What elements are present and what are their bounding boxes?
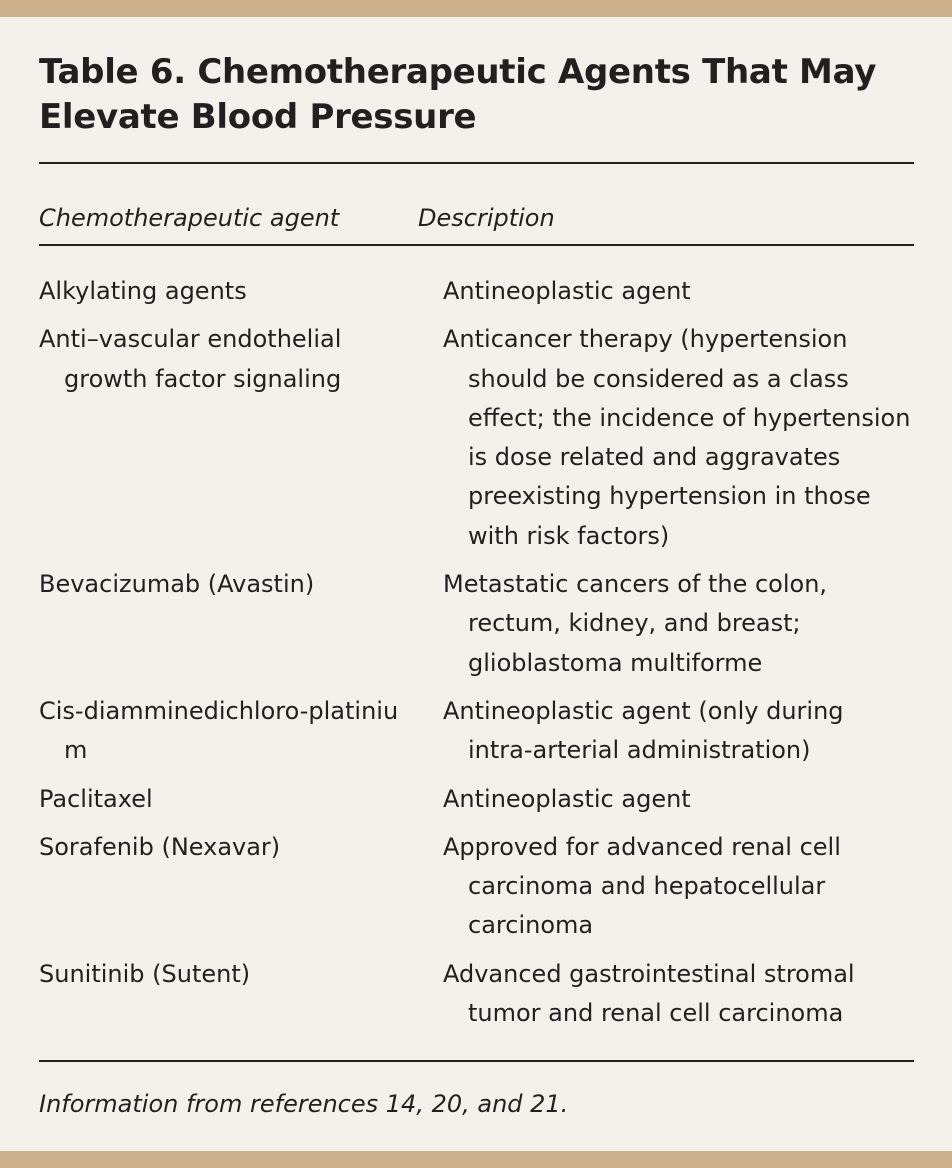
- description-cell: Antineoplastic agent (only during intra-arterial administration): [443, 696, 844, 765]
- table-row: [39, 819, 914, 946]
- description-cell: Advanced gastrointestinal stromal tumor and renal cell carcinoma: [443, 959, 855, 1028]
- description-cell: Antineoplastic agent: [443, 784, 691, 813]
- description-cell: Metastatic cancers of the colon, rectum, kidney, and breast; glioblastoma multiforme: [443, 570, 828, 677]
- bottom-band: [0, 1151, 952, 1168]
- agent-cell: Paclitaxel: [39, 784, 153, 813]
- description-cell: Antineoplastic agent: [443, 277, 691, 305]
- agent-cell: Cis-diamminedichloro-platinium: [39, 696, 399, 765]
- table-row: [39, 771, 914, 819]
- table-row: [39, 311, 914, 556]
- agent-cell: Bevacizumab (Avastin): [39, 570, 315, 599]
- agent-cell: Alkylating agents: [39, 277, 247, 305]
- top-band: [0, 0, 952, 17]
- header-description: Description: [418, 204, 555, 232]
- agent-cell: Sorafenib (Nexavar): [39, 832, 281, 861]
- table-body: [39, 263, 914, 1033]
- footnote: Information from references 14, 20, and 21.: [39, 1090, 569, 1118]
- description-cell: Anticancer therapy (hypertension should be considered as a class effect; the incidence of hypertension is dose related and aggravates preexisting hypertension in those with risk factors): [443, 325, 911, 550]
- table-title: Table 6. Chemotherapeutic Agents That May Elevate Blood Pressure: [39, 52, 877, 137]
- table-row: [39, 263, 914, 311]
- header-agent: Chemotherapeutic agent: [39, 204, 340, 232]
- table-row: [39, 683, 914, 771]
- table-row: [39, 556, 914, 683]
- header-rule: [39, 244, 914, 246]
- footer-rule: [39, 1060, 914, 1062]
- agent-cell: Sunitinib (Sutent): [39, 959, 251, 988]
- table-row: [39, 946, 914, 1034]
- agent-cell: Anti–vascular endothelial growth factor signaling: [39, 325, 342, 393]
- description-cell: Approved for advanced renal cell carcinoma and hepatocellular carcinoma: [443, 832, 841, 940]
- title-rule: [39, 162, 914, 164]
